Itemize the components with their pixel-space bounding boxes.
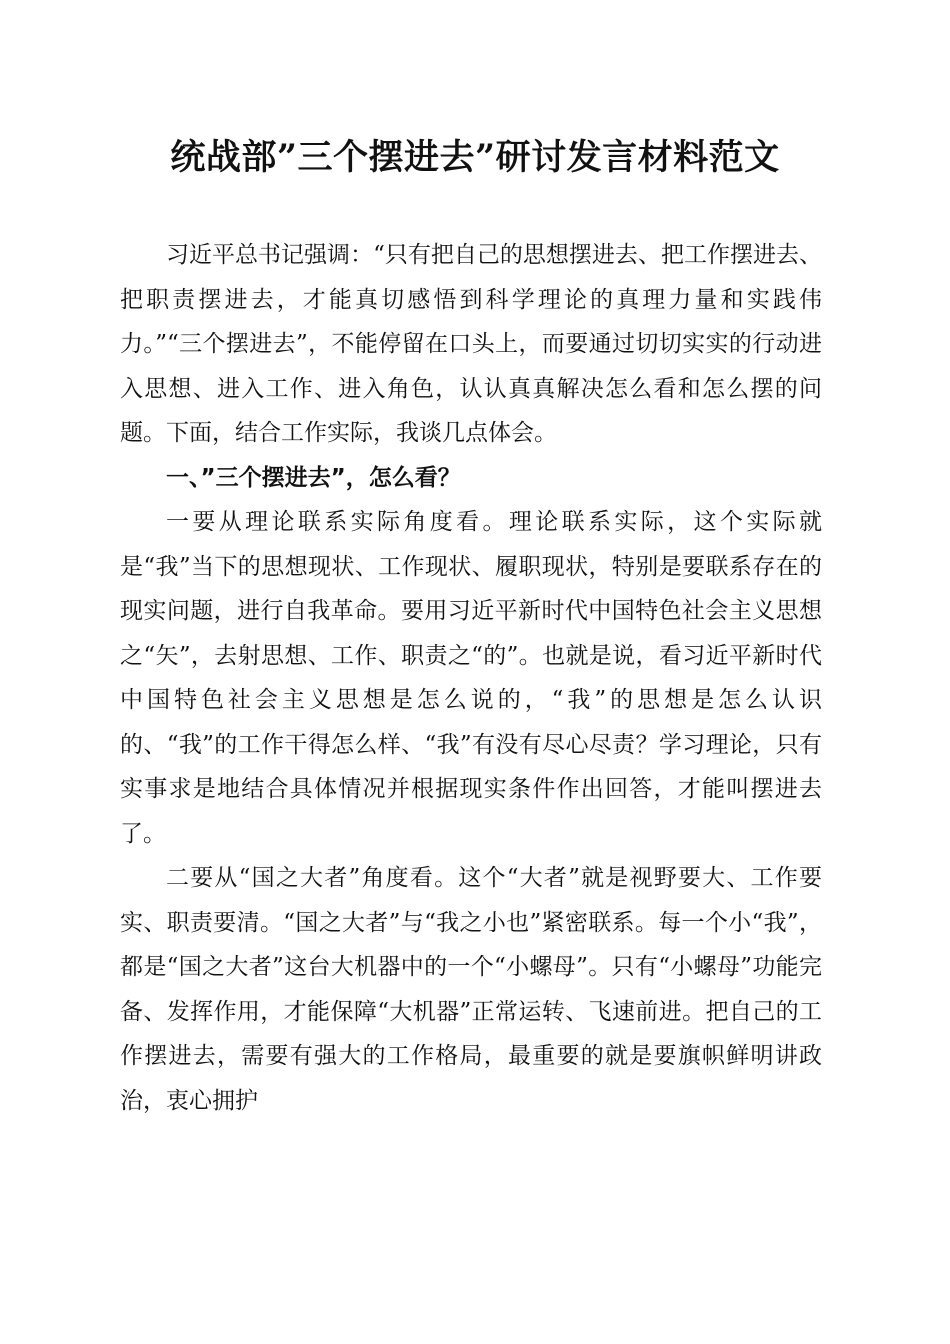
- document-body: [120, 233, 822, 1123]
- intro-paragraph: 习近平总书记强调：“只有把自己的思想摆进去、把工作摆进去、把职责摆进去，才能真切感悟到科学理论的真理力量和实践伟力。”“三个摆进去”，不能停留在口头上，而要通过切切实实的行动进入思想、进入工作、进入角色，认认真真解决怎么看和怎么摆的问题。下面，结合工作实际，我谈几点体会。: [120, 242, 822, 446]
- document-title: 统战部”三个摆进去”研讨发言材料范文: [170, 137, 780, 178]
- section-heading-1: 一、”三个摆进去”，怎么看？: [166, 464, 461, 491]
- body-paragraph-1: 一要从理论联系实际角度看。理论联系实际，这个实际就是“我”当下的思想现状、工作现状、履职现状，特别是要联系存在的现实问题，进行自我革命。要用习近平新时代中国特色社会主义思想之“矢”，去射思想、工作、职责之“的”。也就是说，看习近平新时代中国特色社会主义思想是怎么说的，“我”的思想是怎么认识的、“我”的工作干得怎么样、“我”有没有尽心尽责？学习理论，只有实事求是地结合具体情况并根据现实条件作出回答，才能叫摆进去了。: [120, 509, 822, 847]
- body-paragraph-2: 二要从“国之大者”角度看。这个“大者”就是视野要大、工作要实、职责要清。“国之大者”与“我之小也”紧密联系。每一个小“我”，都是“国之大者”这台大机器中的一个“小螺母”。只有“小螺母”功能完备、发挥作用，才能保障“大机器”正常运转、飞速前进。把自己的工作摆进去，需要有强大的工作格局，最重要的就是要旗帜鲜明讲政治，衷心拥护: [120, 865, 822, 1114]
